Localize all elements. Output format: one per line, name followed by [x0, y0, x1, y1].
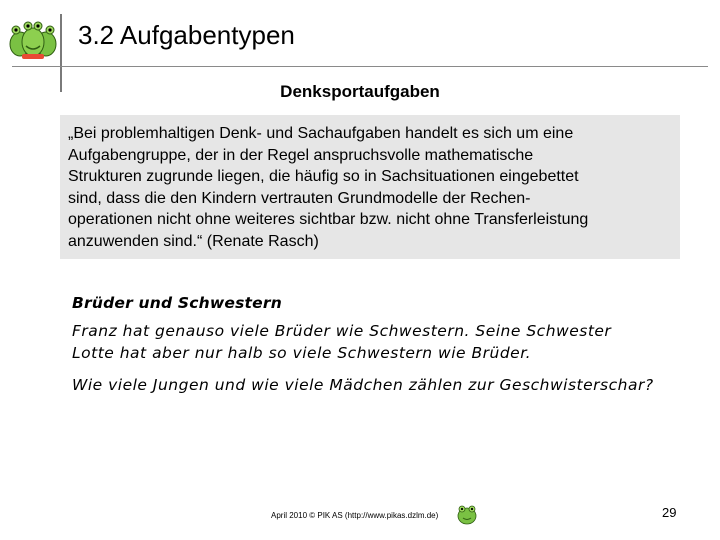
footer-text: April 2010 © PIK AS (http://www.pikas.dzlm.de) — [271, 511, 439, 520]
section-title: Denksportaufgaben — [280, 82, 440, 101]
task-question: Wie viele Jungen und wie viele Mädchen zählen zur Geschwisterschar? — [72, 376, 654, 394]
header-horizontal-rule — [12, 66, 708, 67]
quote-box — [60, 115, 680, 259]
slide-title: 3.2 Aufgabentypen — [78, 20, 295, 50]
page-number: 29 — [662, 505, 677, 520]
quote-line: operationen nicht ohne weiteres sichtbar bzw. nicht ohne Transferleistung — [68, 211, 589, 229]
pikas-logo-icon — [8, 14, 58, 62]
task-text — [72, 320, 692, 364]
quote-line: anzuwenden sind.“ (Renate Rasch) — [68, 232, 319, 250]
quote-line: Strukturen zugrunde liegen, die häufig so in Sachsituationen eingebettet — [68, 168, 579, 186]
frog-icon — [455, 503, 479, 525]
task-line: Lotte hat aber nur halb so viele Schwestern wie Brüder. — [72, 344, 532, 362]
header-vertical-rule — [60, 14, 62, 92]
quote-line: „Bei problemhaltigen Denk- und Sachaufgaben handelt es sich um eine — [68, 125, 574, 142]
quote-line: sind, dass die den Kindern vertrauten Grundmodelle der Rechen- — [68, 189, 531, 207]
quote-text — [68, 123, 672, 253]
task-title: Brüder und Schwestern — [72, 294, 282, 312]
task-line: Franz hat genauso viele Brüder wie Schwestern. Seine Schwester — [72, 322, 612, 340]
quote-line: Aufgabengruppe, der in der Regel anspruchsvolle mathematische — [68, 146, 534, 164]
